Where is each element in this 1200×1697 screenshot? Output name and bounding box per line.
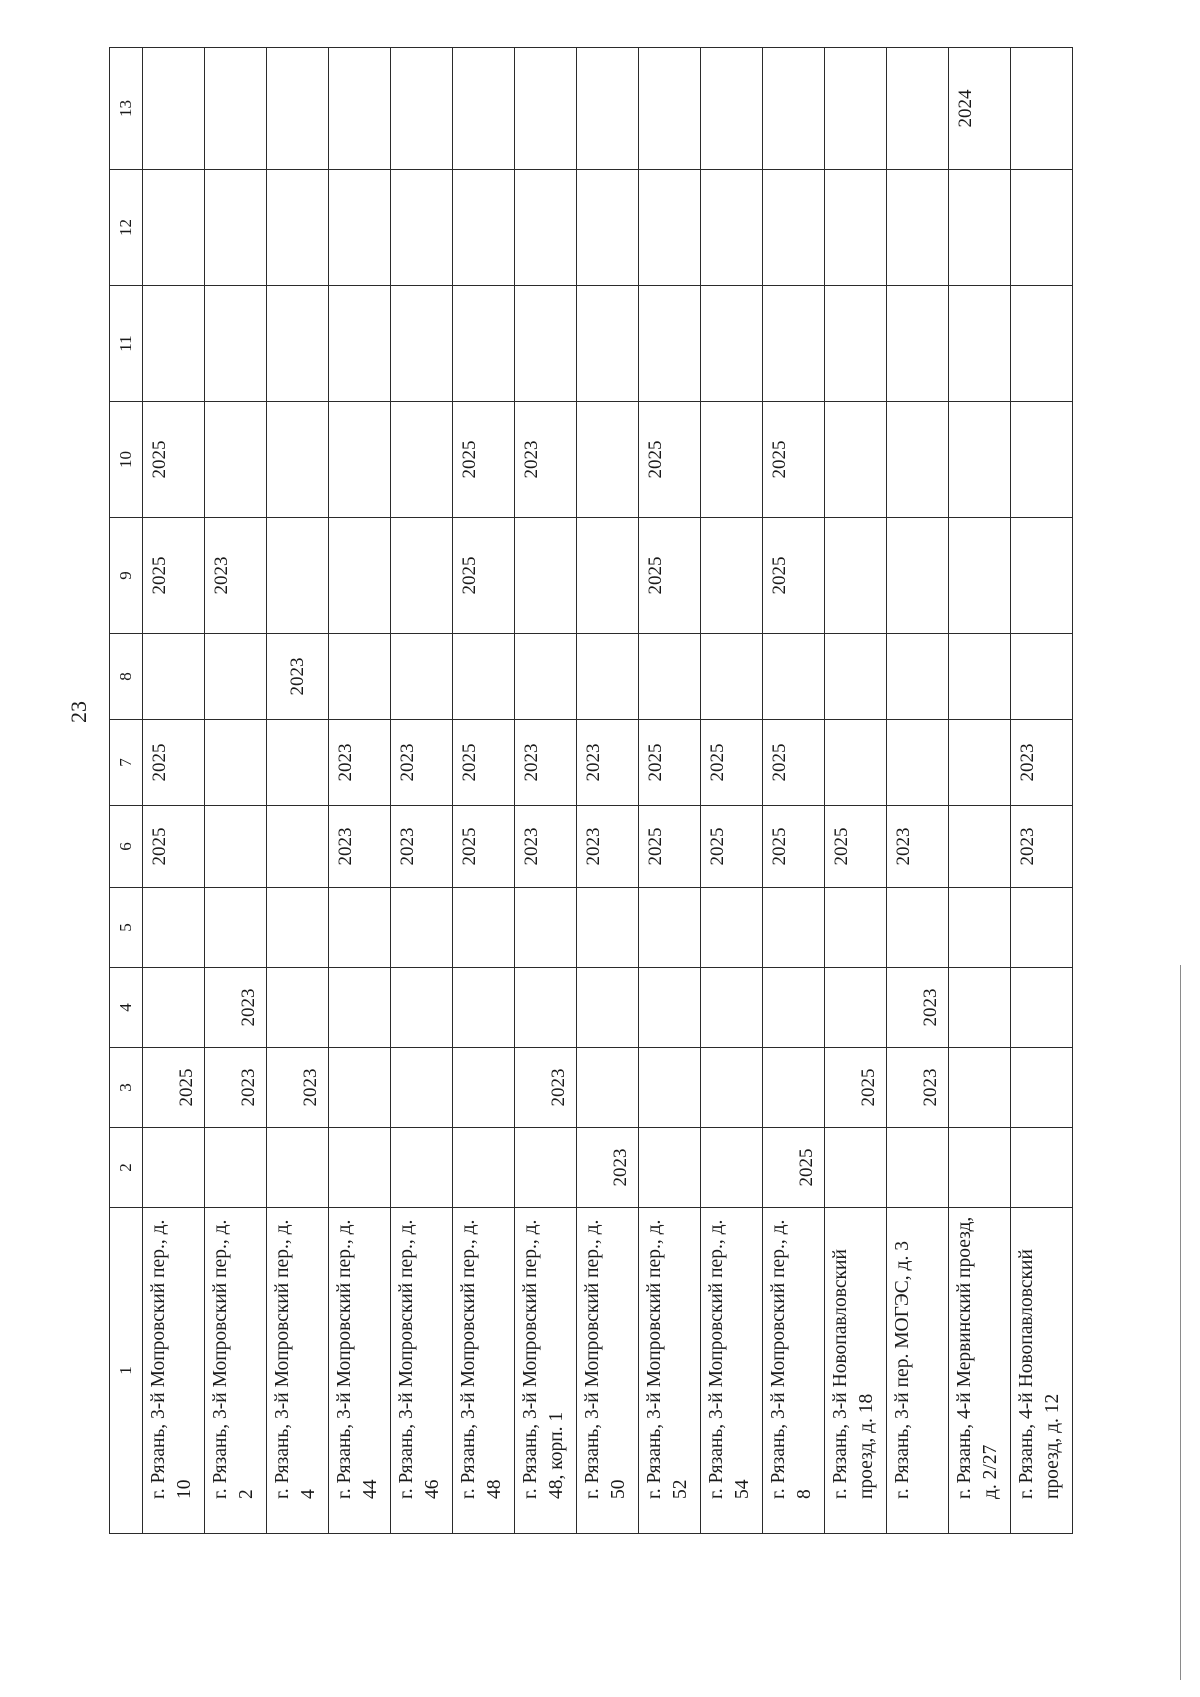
- year-cell-col-8: [515, 634, 577, 720]
- year-cell-col-13: [267, 48, 329, 170]
- year-cell-col-6: 2025: [453, 806, 515, 888]
- table-row: [949, 48, 1011, 1534]
- year-cell-col-10: [391, 402, 453, 518]
- year-cell-col-4: [1011, 968, 1073, 1048]
- year-cell-col-3: [949, 1048, 1011, 1128]
- address-cell: г. Рязань, 3-й Новопавловский проезд, д. 18: [825, 1208, 887, 1534]
- column-header-12: 12: [110, 170, 143, 286]
- year-cell-col-12: [453, 170, 515, 286]
- address-cell: г. Рязань, 3-й Мопровский пер., д. 2: [205, 1208, 267, 1534]
- column-header-10: 10: [110, 402, 143, 518]
- year-cell-col-12: [949, 170, 1011, 286]
- year-cell-col-9: [1011, 518, 1073, 634]
- year-cell-col-4: [949, 968, 1011, 1048]
- address-cell: г. Рязань, 3-й Мопровский пер., д. 48, корп. 1: [515, 1208, 577, 1534]
- year-cell-col-5: [205, 888, 267, 968]
- address-cell: г. Рязань, 3-й Мопровский пер., д. 46: [391, 1208, 453, 1534]
- year-cell-col-5: [949, 888, 1011, 968]
- year-cell-col-2: [205, 1128, 267, 1208]
- year-cell-col-8: [329, 634, 391, 720]
- table-row: [701, 48, 763, 1534]
- year-cell-col-12: [1011, 170, 1073, 286]
- year-cell-col-11: [205, 286, 267, 402]
- year-cell-col-6: 2023: [391, 806, 453, 888]
- year-cell-col-9: 2025: [453, 518, 515, 634]
- year-cell-col-4: [515, 968, 577, 1048]
- year-cell-col-2: [329, 1128, 391, 1208]
- year-cell-col-9: [825, 518, 887, 634]
- year-cell-col-3: 2025: [825, 1048, 887, 1128]
- year-cell-col-11: [639, 286, 701, 402]
- year-cell-col-10: [825, 402, 887, 518]
- year-cell-col-6: 2023: [577, 806, 639, 888]
- year-cell-col-11: [515, 286, 577, 402]
- year-cell-col-4: [143, 968, 205, 1048]
- address-cell: г. Рязань, 3-й Мопровский пер., д. 48: [453, 1208, 515, 1534]
- year-cell-col-8: [701, 634, 763, 720]
- year-cell-col-12: [887, 170, 949, 286]
- year-cell-col-5: [143, 888, 205, 968]
- year-cell-col-6: 2025: [763, 806, 825, 888]
- year-cell-col-11: [1011, 286, 1073, 402]
- year-cell-col-12: [329, 170, 391, 286]
- column-header-11: 11: [110, 286, 143, 402]
- year-cell-col-3: [391, 1048, 453, 1128]
- year-cell-col-9: 2025: [763, 518, 825, 634]
- year-cell-col-8: [763, 634, 825, 720]
- year-cell-col-3: [701, 1048, 763, 1128]
- year-cell-col-4: 2023: [205, 968, 267, 1048]
- year-cell-col-8: [1011, 634, 1073, 720]
- year-cell-col-10: 2023: [515, 402, 577, 518]
- year-cell-col-8: [205, 634, 267, 720]
- year-cell-col-9: [515, 518, 577, 634]
- year-cell-col-10: [329, 402, 391, 518]
- year-cell-col-5: [267, 888, 329, 968]
- address-cell: г. Рязань, 3-й Мопровский пер., д. 52: [639, 1208, 701, 1534]
- year-cell-col-6: 2023: [1011, 806, 1073, 888]
- year-cell-col-7: 2025: [143, 720, 205, 806]
- year-cell-col-6: 2023: [887, 806, 949, 888]
- table-row: [143, 48, 205, 1534]
- year-cell-col-4: [701, 968, 763, 1048]
- year-cell-col-2: [887, 1128, 949, 1208]
- year-cell-col-5: [763, 888, 825, 968]
- year-cell-col-9: [267, 518, 329, 634]
- address-cell: г. Рязань, 3-й Мопровский пер., д. 10: [143, 1208, 205, 1534]
- year-cell-col-11: [887, 286, 949, 402]
- year-cell-col-2: [515, 1128, 577, 1208]
- year-cell-col-8: [639, 634, 701, 720]
- table-row: [887, 48, 949, 1534]
- year-cell-col-12: [391, 170, 453, 286]
- year-cell-col-10: [701, 402, 763, 518]
- year-cell-col-13: [205, 48, 267, 170]
- header-row: [110, 48, 143, 1534]
- column-header-2: 2: [110, 1128, 143, 1208]
- address-cell: г. Рязань, 3-й пер. МОГЭС, д. 3: [887, 1208, 949, 1534]
- year-cell-col-5: [391, 888, 453, 968]
- table-row: [329, 48, 391, 1534]
- table-row: [763, 48, 825, 1534]
- year-cell-col-5: [639, 888, 701, 968]
- year-cell-col-3: [639, 1048, 701, 1128]
- year-cell-col-13: [143, 48, 205, 170]
- year-cell-col-9: [949, 518, 1011, 634]
- year-cell-col-11: [825, 286, 887, 402]
- year-cell-col-3: 2023: [267, 1048, 329, 1128]
- year-cell-col-2: [143, 1128, 205, 1208]
- year-cell-col-5: [825, 888, 887, 968]
- year-cell-col-11: [391, 286, 453, 402]
- year-cell-col-8: 2023: [267, 634, 329, 720]
- year-cell-col-12: [763, 170, 825, 286]
- year-cell-col-3: [329, 1048, 391, 1128]
- column-header-8: 8: [110, 634, 143, 720]
- table-row: [515, 48, 577, 1534]
- year-cell-col-7: 2025: [453, 720, 515, 806]
- year-cell-col-3: 2023: [515, 1048, 577, 1128]
- year-cell-col-13: [763, 48, 825, 170]
- year-cell-col-10: 2025: [453, 402, 515, 518]
- year-cell-col-7: 2023: [329, 720, 391, 806]
- year-cell-col-12: [701, 170, 763, 286]
- year-cell-col-4: [267, 968, 329, 1048]
- address-cell: г. Рязань, 4-й Мервинский проезд, д. 2/27: [949, 1208, 1011, 1534]
- table-row: [453, 48, 515, 1534]
- year-cell-col-2: 2025: [763, 1128, 825, 1208]
- table-row: [825, 48, 887, 1534]
- year-cell-col-10: [887, 402, 949, 518]
- year-cell-col-10: 2025: [639, 402, 701, 518]
- year-cell-col-6: [205, 806, 267, 888]
- year-cell-col-7: 2023: [515, 720, 577, 806]
- year-cell-col-12: [639, 170, 701, 286]
- address-cell: г. Рязань, 3-й Мопровский пер., д. 44: [329, 1208, 391, 1534]
- year-cell-col-5: [701, 888, 763, 968]
- year-cell-col-3: 2023: [205, 1048, 267, 1128]
- table-row: [267, 48, 329, 1534]
- year-cell-col-9: 2023: [205, 518, 267, 634]
- address-cell: г. Рязань, 4-й Новопавловский проезд, д. 12: [1011, 1208, 1073, 1534]
- year-cell-col-8: [887, 634, 949, 720]
- year-cell-col-2: [949, 1128, 1011, 1208]
- year-cell-col-3: 2025: [143, 1048, 205, 1128]
- year-cell-col-6: 2025: [639, 806, 701, 888]
- year-cell-col-8: [143, 634, 205, 720]
- year-cell-col-9: [577, 518, 639, 634]
- table-body: [143, 48, 1073, 1534]
- year-cell-col-7: 2023: [577, 720, 639, 806]
- column-header-3: 3: [110, 1048, 143, 1128]
- year-cell-col-13: [453, 48, 515, 170]
- year-cell-col-7: 2025: [701, 720, 763, 806]
- year-cell-col-10: [577, 402, 639, 518]
- year-cell-col-6: 2023: [515, 806, 577, 888]
- year-cell-col-5: [453, 888, 515, 968]
- column-header-7: 7: [110, 720, 143, 806]
- year-cell-col-12: [267, 170, 329, 286]
- year-cell-col-2: [639, 1128, 701, 1208]
- year-cell-col-11: [453, 286, 515, 402]
- year-cell-col-7: [267, 720, 329, 806]
- year-cell-col-4: [577, 968, 639, 1048]
- column-header-9: 9: [110, 518, 143, 634]
- year-cell-col-5: [577, 888, 639, 968]
- year-cell-col-9: [887, 518, 949, 634]
- column-header-5: 5: [110, 888, 143, 968]
- year-cell-col-6: [267, 806, 329, 888]
- year-cell-col-2: 2023: [577, 1128, 639, 1208]
- year-cell-col-11: [143, 286, 205, 402]
- year-cell-col-7: [949, 720, 1011, 806]
- year-cell-col-12: [143, 170, 205, 286]
- year-cell-col-13: [887, 48, 949, 170]
- year-cell-col-3: [763, 1048, 825, 1128]
- year-cell-col-4: [329, 968, 391, 1048]
- year-cell-col-6: 2025: [701, 806, 763, 888]
- column-header-4: 4: [110, 968, 143, 1048]
- year-cell-col-13: [515, 48, 577, 170]
- year-cell-col-13: [329, 48, 391, 170]
- year-cell-col-13: [825, 48, 887, 170]
- table-row: [205, 48, 267, 1534]
- year-cell-col-12: [825, 170, 887, 286]
- table-row: [639, 48, 701, 1534]
- margin-line: [1180, 965, 1181, 1680]
- year-cell-col-8: [391, 634, 453, 720]
- year-cell-col-3: 2023: [887, 1048, 949, 1128]
- year-cell-col-9: [329, 518, 391, 634]
- year-cell-col-11: [763, 286, 825, 402]
- year-cell-col-8: [577, 634, 639, 720]
- year-cell-col-9: 2025: [639, 518, 701, 634]
- year-cell-col-6: [949, 806, 1011, 888]
- year-cell-col-4: [453, 968, 515, 1048]
- year-cell-col-7: 2025: [763, 720, 825, 806]
- year-cell-col-8: [453, 634, 515, 720]
- year-cell-col-3: [577, 1048, 639, 1128]
- year-cell-col-4: [763, 968, 825, 1048]
- year-cell-col-3: [1011, 1048, 1073, 1128]
- table-row: [391, 48, 453, 1534]
- year-cell-col-13: [701, 48, 763, 170]
- column-header-13: 13: [110, 48, 143, 170]
- year-cell-col-12: [205, 170, 267, 286]
- year-cell-col-2: [701, 1128, 763, 1208]
- table-row: [577, 48, 639, 1534]
- year-cell-col-11: [267, 286, 329, 402]
- year-cell-col-13: [577, 48, 639, 170]
- year-cell-col-9: 2025: [143, 518, 205, 634]
- year-cell-col-10: 2025: [143, 402, 205, 518]
- year-cell-col-4: 2023: [887, 968, 949, 1048]
- year-cell-col-9: [701, 518, 763, 634]
- year-cell-col-10: [205, 402, 267, 518]
- column-header-1: 1: [110, 1208, 143, 1534]
- year-cell-col-11: [329, 286, 391, 402]
- year-cell-col-7: [825, 720, 887, 806]
- page-number: 23: [66, 701, 91, 723]
- year-cell-col-9: [391, 518, 453, 634]
- year-cell-col-2: [453, 1128, 515, 1208]
- year-cell-col-5: [1011, 888, 1073, 968]
- year-cell-col-12: [577, 170, 639, 286]
- year-cell-col-7: [887, 720, 949, 806]
- year-cell-col-13: [639, 48, 701, 170]
- year-cell-col-13: [1011, 48, 1073, 170]
- year-cell-col-10: [949, 402, 1011, 518]
- address-cell: г. Рязань, 3-й Мопровский пер., д. 50: [577, 1208, 639, 1534]
- year-cell-col-5: [887, 888, 949, 968]
- year-cell-col-4: [825, 968, 887, 1048]
- address-cell: г. Рязань, 3-й Мопровский пер., д. 8: [763, 1208, 825, 1534]
- year-cell-col-6: 2025: [143, 806, 205, 888]
- year-cell-col-2: [1011, 1128, 1073, 1208]
- address-cell: г. Рязань, 3-й Мопровский пер., д. 4: [267, 1208, 329, 1534]
- year-cell-col-8: [825, 634, 887, 720]
- column-header-6: 6: [110, 806, 143, 888]
- table-row: [1011, 48, 1073, 1534]
- year-cell-col-5: [515, 888, 577, 968]
- year-cell-col-13: 2024: [949, 48, 1011, 170]
- year-cell-col-2: [267, 1128, 329, 1208]
- year-cell-col-4: [639, 968, 701, 1048]
- year-cell-col-7: [205, 720, 267, 806]
- address-cell: г. Рязань, 3-й Мопровский пер., д. 54: [701, 1208, 763, 1534]
- year-cell-col-7: 2025: [639, 720, 701, 806]
- year-cell-col-12: [515, 170, 577, 286]
- rotated-table-container: [109, 48, 1070, 1534]
- year-cell-col-7: 2023: [1011, 720, 1073, 806]
- year-cell-col-10: [267, 402, 329, 518]
- year-cell-col-7: 2023: [391, 720, 453, 806]
- year-cell-col-13: [391, 48, 453, 170]
- year-cell-col-6: 2023: [329, 806, 391, 888]
- year-cell-col-4: [391, 968, 453, 1048]
- year-cell-col-10: 2025: [763, 402, 825, 518]
- year-cell-col-3: [453, 1048, 515, 1128]
- year-cell-col-5: [329, 888, 391, 968]
- year-cell-col-10: [1011, 402, 1073, 518]
- year-cell-col-2: [391, 1128, 453, 1208]
- year-cell-col-11: [577, 286, 639, 402]
- schedule-table: [109, 47, 1073, 1534]
- year-cell-col-6: 2025: [825, 806, 887, 888]
- year-cell-col-8: [949, 634, 1011, 720]
- year-cell-col-11: [949, 286, 1011, 402]
- year-cell-col-2: [825, 1128, 887, 1208]
- year-cell-col-11: [701, 286, 763, 402]
